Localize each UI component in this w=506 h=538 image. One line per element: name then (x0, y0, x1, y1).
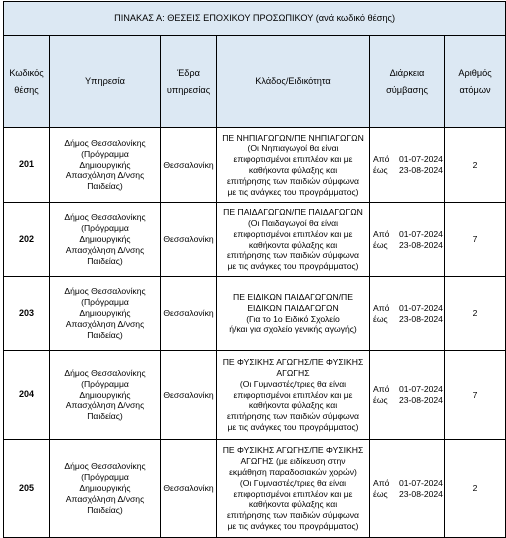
duration-to-label: έως (373, 239, 388, 250)
service-line: Δημιουργικής (79, 389, 131, 400)
service-line: Δήμος Θεσσαλονίκης (64, 461, 146, 472)
duration-to-line (373, 395, 443, 406)
service-line: Παιδείας) (87, 504, 123, 515)
table-title: ΠΙΝΑΚΑΣ Α: ΘΕΣΕΙΣ ΕΠΟΧΙΚΟΥ ΠΡΟΣΩΠΙΚΟΥ (ανά κωδικό θέσης) (4, 2, 506, 36)
specialty-line: επιτήρησης των παιδιών σύμφωνα (226, 175, 360, 186)
specialty-line: καθήκοντα φύλαξης και (248, 400, 338, 411)
header-seat-line: Έδρα (177, 68, 200, 79)
service-line: (Πρόγραμμα (81, 378, 129, 389)
service-line: Δημιουργικής (79, 483, 131, 494)
specialty-cell (217, 351, 370, 440)
service-line: Απασχόληση Δ/νσης (65, 493, 145, 504)
position-code-cell: 205 (4, 440, 50, 538)
service-line: Δημιουργικής (79, 159, 131, 170)
duration-to-date: 23-08-2024 (399, 239, 443, 250)
header-code-line: θέσης (14, 84, 39, 95)
specialty-line: (Οι Παιδαγωγοί θα είναι (247, 217, 339, 228)
specialty-line: ή/και για σχολείο γενικής αγωγής) (229, 324, 357, 335)
specialty-cell (217, 203, 370, 277)
header-duration-line: Διάρκεια (389, 68, 425, 79)
duration-from-date: 01-07-2024 (399, 477, 443, 488)
specialty-line: επιτήρησης των παιδιών σύμφωνα (226, 510, 360, 521)
duration-to-label: έως (373, 313, 388, 324)
specialty-line: ΕΙΔΙΚΩΝ ΠΑΙΔΑΓΩΓΩΝ (247, 302, 339, 313)
specialty-line: ΠΕ ΦΥΣΙΚΗΣ ΑΓΩΓΗΣ/ΠΕ ΦΥΣΙΚΗΣ (222, 445, 364, 456)
service-line: Παιδείας) (87, 255, 123, 266)
duration-to-line (373, 240, 443, 251)
specialty-line: ΠΕ ΕΙΔΙΚΩΝ ΠΑΙΔΑΓΩΓΩΝ/ΠΕ (233, 291, 353, 302)
specialty-line: επιφορτισμένοι επιπλέον και με (233, 154, 353, 165)
service-line: Απασχόληση Δ/νσης (65, 400, 145, 411)
service-line: Απασχόληση Δ/νσης (65, 170, 145, 181)
duration-to-date: 23-08-2024 (399, 395, 443, 405)
specialty-line: (Οι Γυμναστές/τριες θα είναι (239, 477, 347, 488)
person-count-cell: 7 (445, 203, 506, 277)
specialty-line: καθήκοντα φύλαξης και (248, 499, 338, 510)
position-code-cell: 203 (4, 277, 50, 351)
duration-to-label: έως (373, 395, 388, 405)
duration-from-line (373, 229, 443, 240)
specialty-line: επιφορτισμένοι επιπλέον και με (233, 389, 353, 400)
duration-from-label: Από (373, 228, 390, 239)
specialty-line: ΑΓΩΓΗΣ (με ειδίκευση στην (240, 456, 346, 467)
person-count-cell: 2 (445, 440, 506, 538)
specialty-line: καθήκοντα φύλαξης και (248, 239, 338, 250)
duration-to-label: έως (373, 165, 388, 175)
header-count (445, 36, 506, 128)
service-line: Δήμος Θεσσαλονίκης (64, 286, 146, 297)
duration-cell (370, 440, 445, 538)
duration-to-date: 23-08-2024 (399, 488, 443, 499)
header-seat (161, 36, 217, 128)
duration-from-date: 01-07-2024 (399, 384, 443, 395)
duration-cell (370, 128, 445, 203)
person-count-cell: 2 (445, 128, 506, 203)
specialty-line: (Οι Νηπιαγωγοί θα είναι (247, 143, 339, 154)
duration-cell (370, 351, 445, 440)
seat-cell: Θεσσαλονίκη (161, 351, 217, 440)
table-row (4, 440, 506, 538)
header-code (4, 36, 50, 128)
specialty-line: εκμάθηση παραδοσιακών χορών) (229, 466, 357, 477)
duration-to-line (373, 314, 443, 325)
position-code-cell: 204 (4, 351, 50, 440)
specialty-line: (Οι Γυμναστές/τριες θα είναι (239, 378, 347, 389)
duration-from-line (373, 384, 443, 395)
service-line: Δήμος Θεσσαλονίκης (64, 137, 146, 148)
service-line: (Πρόγραμμα (81, 223, 129, 234)
specialty-line: ΠΕ ΝΗΠΙΑΓΩΓΩΝ/ΠΕ ΝΗΠΙΑΓΩΓΩΝ (222, 132, 364, 143)
duration-to-date: 23-08-2024 (399, 313, 443, 324)
specialty-line: με τις ανάγκες του προγράμματος) (227, 422, 359, 433)
position-code-cell: 201 (4, 128, 50, 203)
service-cell (50, 440, 161, 538)
specialty-line: ΠΕ ΦΥΣΙΚΗΣ ΑΓΩΓΗΣ/ΠΕ ΦΥΣΙΚΗΣ (222, 357, 364, 368)
header-specialty: Κλάδος/Ειδικότητα (217, 36, 370, 128)
duration-to-line (373, 489, 443, 500)
service-line: (Πρόγραμμα (81, 148, 129, 159)
table-title-row (4, 2, 506, 36)
service-line: Παιδείας) (87, 329, 123, 340)
service-line: Απασχόληση Δ/νσης (65, 244, 145, 255)
duration-from-date: 01-07-2024 (399, 154, 443, 165)
header-seat-line: υπηρεσίας (166, 84, 211, 95)
service-line: Απασχόληση Δ/νσης (65, 318, 145, 329)
specialty-line: καθήκοντα φύλαξης και (248, 165, 338, 175)
specialty-line: επιτήρησης των παιδιών σύμφωνα (226, 250, 360, 261)
header-duration (370, 36, 445, 128)
seat-cell: Θεσσαλονίκη (161, 203, 217, 277)
specialty-line: επιτήρησης των παιδιών σύμφωνα (226, 411, 360, 422)
duration-from-label: Από (373, 477, 390, 488)
duration-from-date: 01-07-2024 (399, 228, 443, 239)
duration-to-date: 23-08-2024 (399, 165, 443, 175)
specialty-line: επιφορτισμένοι επιπλέον και με (233, 488, 353, 499)
duration-from-label: Από (373, 384, 390, 395)
table-row (4, 351, 506, 440)
header-service: Υπηρεσία (50, 36, 161, 128)
duration-cell (370, 203, 445, 277)
table-body (4, 128, 506, 538)
duration-from-line (373, 154, 443, 165)
service-line: Δήμος Θεσσαλονίκης (64, 367, 146, 378)
service-cell (50, 277, 161, 351)
table-row (4, 203, 506, 277)
specialty-cell (217, 128, 370, 203)
service-line: Δημιουργικής (79, 234, 131, 245)
service-line: Δήμος Θεσσαλονίκης (64, 212, 146, 223)
specialty-cell (217, 440, 370, 538)
duration-from-date: 01-07-2024 (399, 302, 443, 313)
seat-cell: Θεσσαλονίκη (161, 440, 217, 538)
specialty-line: ΑΓΩΓΗΣ (276, 367, 310, 378)
table-header-row (4, 36, 506, 128)
person-count-cell: 7 (445, 351, 506, 440)
service-line: Δημιουργικής (79, 308, 131, 319)
specialty-cell (217, 277, 370, 351)
duration-cell (370, 277, 445, 351)
header-count-line: ατόμων (459, 84, 491, 95)
positions-table (3, 1, 506, 538)
service-line: Παιδείας) (87, 411, 123, 422)
specialty-line: (Για το 1ο Ειδικό Σχολείο (246, 313, 340, 324)
service-cell (50, 128, 161, 203)
seat-cell: Θεσσαλονίκη (161, 277, 217, 351)
service-line: (Πρόγραμμα (81, 472, 129, 483)
seat-cell: Θεσσαλονίκη (161, 128, 217, 203)
duration-to-label: έως (373, 488, 388, 499)
duration-from-line (373, 303, 443, 314)
service-line: (Πρόγραμμα (81, 297, 129, 308)
duration-from-label: Από (373, 154, 390, 165)
duration-from-line (373, 478, 443, 489)
specialty-line: με τις ανάγκες του προγράμματος) (227, 520, 359, 531)
header-code-line: Κωδικός (9, 68, 44, 79)
header-count-line: Αριθμός (458, 68, 492, 79)
table-row (4, 128, 506, 203)
positions-table-container (3, 1, 505, 538)
service-line: Παιδείας) (87, 181, 123, 192)
position-code-cell: 202 (4, 203, 50, 277)
specialty-line: επιφορτισμένοι επιπλέον και με (233, 228, 353, 239)
duration-to-line (373, 165, 443, 176)
table-row (4, 277, 506, 351)
header-duration-line: σύμβασης (386, 84, 428, 95)
duration-from-label: Από (373, 302, 390, 313)
service-cell (50, 351, 161, 440)
specialty-line: ΠΕ ΠΑΙΔΑΓΩΓΩΝ/ΠΕ ΠΑΙΔΑΓΩΓΩΝ (223, 207, 363, 218)
person-count-cell: 2 (445, 277, 506, 351)
service-cell (50, 203, 161, 277)
specialty-line: με τις ανάγκες του προγράμματος) (227, 186, 359, 197)
specialty-line: με τις ανάγκες του προγράμματος) (227, 261, 359, 272)
